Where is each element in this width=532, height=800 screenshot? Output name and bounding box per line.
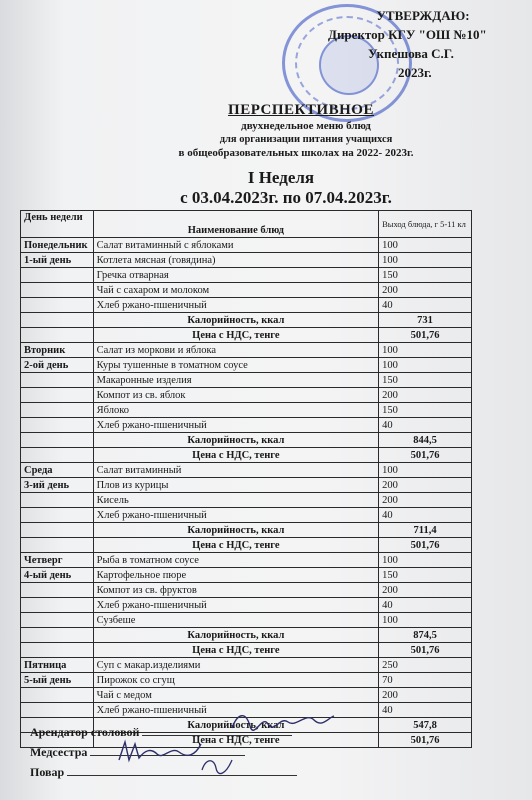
- approval-date: 2023г.: [398, 65, 432, 80]
- calorie-label: Калорийность, ккал: [93, 718, 378, 733]
- document-heading: [0, 102, 532, 160]
- calorie-row: [21, 313, 472, 328]
- dish-name: Плов из курицы: [93, 478, 378, 493]
- calorie-label: Калорийность, ккал: [93, 523, 378, 538]
- dish-name: Макаронные изделия: [93, 373, 378, 388]
- calorie-row: [21, 523, 472, 538]
- dish-name: Хлеб ржано-пшеничный: [93, 508, 378, 523]
- table-row: [21, 688, 472, 703]
- dish-amount: 70: [379, 673, 472, 688]
- dish-name: Куры тушенные в томатном соусе: [93, 358, 378, 373]
- dish-amount: 40: [379, 598, 472, 613]
- table-row: [21, 463, 472, 478]
- table-row: [21, 493, 472, 508]
- dish-name: Хлеб ржано-пшеничный: [93, 418, 378, 433]
- day-cell-empty: [21, 628, 94, 643]
- menu-table: [20, 210, 472, 748]
- day-cell-empty: [21, 493, 94, 508]
- dish-name: Котлета мясная (говядина): [93, 253, 378, 268]
- calorie-row: [21, 433, 472, 448]
- dish-amount: 100: [379, 253, 472, 268]
- day-cell-empty: [21, 688, 94, 703]
- table-row: [21, 598, 472, 613]
- dish-name: Суп с макар.изделиями: [93, 658, 378, 673]
- table-row: [21, 298, 472, 313]
- price-value: 501,76: [379, 448, 472, 463]
- heading-line-3: для организации питания учащихся: [219, 134, 393, 145]
- day-label: 1-ый день: [21, 253, 94, 268]
- price-row: [21, 328, 472, 343]
- handwritten-signature-2: [115, 736, 205, 768]
- dish-amount: 100: [379, 358, 472, 373]
- dish-name: Салат витаминный с яблоками: [93, 238, 378, 253]
- price-label: Цена с НДС, тенге: [93, 733, 378, 748]
- day-cell-empty: [21, 538, 94, 553]
- table-row: [21, 388, 472, 403]
- table-row: [21, 343, 472, 358]
- dish-name: Рыба в томатном соусе: [93, 553, 378, 568]
- handwritten-signature-3: [198, 752, 238, 778]
- dish-amount: 200: [379, 493, 472, 508]
- table-row: [21, 568, 472, 583]
- dish-amount: 200: [379, 283, 472, 298]
- approval-position: Директор КГУ "ОШ №10": [328, 27, 487, 42]
- table-row: [21, 238, 472, 253]
- heading-line-4: в общеобразовательных школах на 2022- 2023г.: [178, 147, 414, 159]
- table-row: [21, 268, 472, 283]
- day-cell-empty: [21, 613, 94, 628]
- dish-amount: 200: [379, 688, 472, 703]
- cook-label: Повар: [30, 765, 65, 779]
- price-label: Цена с НДС, тенге: [93, 538, 378, 553]
- calorie-value: 844,5: [379, 433, 472, 448]
- day-cell-empty: [21, 448, 94, 463]
- handwritten-signature-1: [228, 706, 338, 736]
- dish-amount: 200: [379, 583, 472, 598]
- dish-name: Хлеб ржано-пшеничный: [93, 598, 378, 613]
- menu-table-body: [21, 211, 472, 748]
- day-cell-empty: [21, 283, 94, 298]
- approval-block: [328, 6, 518, 82]
- dish-name: Яблоко: [93, 403, 378, 418]
- day-name: Четверг: [21, 553, 94, 568]
- dish-amount: 100: [379, 238, 472, 253]
- header-dish: Наименование блюд: [93, 211, 378, 238]
- table-row: [21, 358, 472, 373]
- dish-name: Салат из моркови и яблока: [93, 343, 378, 358]
- dish-amount: 100: [379, 343, 472, 358]
- dish-amount: 250: [379, 658, 472, 673]
- calorie-label: Калорийность, ккал: [93, 433, 378, 448]
- table-row: [21, 373, 472, 388]
- approval-title: УТВЕРЖДАЮ:: [376, 8, 470, 23]
- dish-name: Сузбеше: [93, 613, 378, 628]
- dish-amount: 150: [379, 403, 472, 418]
- table-row: [21, 283, 472, 298]
- day-cell-empty: [21, 703, 94, 718]
- price-value: 501,76: [379, 538, 472, 553]
- day-cell-empty: [21, 403, 94, 418]
- calorie-value: 547,8: [379, 718, 472, 733]
- day-label: 2-ой день: [21, 358, 94, 373]
- dish-name: Хлеб ржано-пшеничный: [93, 703, 378, 718]
- day-cell-empty: [21, 298, 94, 313]
- table-row: [21, 253, 472, 268]
- dish-name: Картофельное пюре: [93, 568, 378, 583]
- day-cell-empty: [21, 373, 94, 388]
- table-row: [21, 613, 472, 628]
- table-row: [21, 658, 472, 673]
- table-row: [21, 403, 472, 418]
- dish-name: Пирожок со сгущ: [93, 673, 378, 688]
- dish-amount: 150: [379, 373, 472, 388]
- table-row: [21, 418, 472, 433]
- day-cell-empty: [21, 643, 94, 658]
- table-row: [21, 508, 472, 523]
- day-cell-empty: [21, 583, 94, 598]
- day-cell-empty: [21, 268, 94, 283]
- dish-amount: 100: [379, 463, 472, 478]
- approval-name: Укпешова С.Г.: [368, 46, 454, 61]
- dish-amount: 150: [379, 568, 472, 583]
- day-label: 5-ый день: [21, 673, 94, 688]
- day-cell-empty: [21, 433, 94, 448]
- heading-title: ПЕРСПЕКТИВНОЕ: [228, 102, 374, 118]
- price-label: Цена с НДС, тенге: [93, 448, 378, 463]
- day-cell-empty: [21, 598, 94, 613]
- dish-amount: 40: [379, 703, 472, 718]
- dish-name: Чай с сахаром и молоком: [93, 283, 378, 298]
- header-amount: Выход блюда, г 5-11 кл: [379, 211, 472, 238]
- dish-name: Салат витаминный: [93, 463, 378, 478]
- nurse-label: Медсестра: [30, 745, 88, 759]
- tenant-label: Арендатор столовой: [30, 725, 140, 739]
- calorie-value: 731: [379, 313, 472, 328]
- dish-name: Хлеб ржано-пшеничный: [93, 298, 378, 313]
- table-row: [21, 478, 472, 493]
- price-value: 501,76: [379, 733, 472, 748]
- day-cell-empty: [21, 523, 94, 538]
- price-label: Цена с НДС, тенге: [93, 643, 378, 658]
- price-value: 501,76: [379, 328, 472, 343]
- day-cell-empty: [21, 388, 94, 403]
- dish-amount: 150: [379, 268, 472, 283]
- dish-amount: 40: [379, 508, 472, 523]
- table-header-row: [21, 211, 472, 238]
- calorie-value: 711,4: [379, 523, 472, 538]
- price-row: [21, 538, 472, 553]
- calorie-label: Калорийность, ккал: [93, 313, 378, 328]
- header-day: День недели: [21, 211, 94, 238]
- dish-amount: 40: [379, 298, 472, 313]
- day-name: Пятница: [21, 658, 94, 673]
- day-cell-empty: [21, 508, 94, 523]
- calorie-row: [21, 628, 472, 643]
- day-cell-empty: [21, 418, 94, 433]
- calorie-value: 874,5: [379, 628, 472, 643]
- dish-name: Кисель: [93, 493, 378, 508]
- dish-amount: 200: [379, 388, 472, 403]
- week-title: I Неделя: [247, 168, 315, 187]
- price-value: 501,76: [379, 643, 472, 658]
- price-row: [21, 448, 472, 463]
- dish-amount: 40: [379, 418, 472, 433]
- price-label: Цена с НДС, тенге: [93, 328, 378, 343]
- dish-name: Гречка отварная: [93, 268, 378, 283]
- dish-amount: 100: [379, 553, 472, 568]
- day-cell-empty: [21, 313, 94, 328]
- heading-line-2: двухнедельное меню блюд: [241, 120, 371, 132]
- day-label: 4-ый день: [21, 568, 94, 583]
- day-label: 3-ий день: [21, 478, 94, 493]
- day-name: Понедельник: [21, 238, 94, 253]
- week-range: с 03.04.2023г. по 07.04.2023г.: [180, 188, 392, 207]
- table-row: [21, 583, 472, 598]
- calorie-label: Калорийность, ккал: [93, 628, 378, 643]
- day-cell-empty: [21, 328, 94, 343]
- dish-name: Компот из св. фруктов: [93, 583, 378, 598]
- price-row: [21, 643, 472, 658]
- dish-name: Компот из св. яблок: [93, 388, 378, 403]
- dish-amount: 100: [379, 613, 472, 628]
- day-name: Вторник: [21, 343, 94, 358]
- dish-amount: 200: [379, 478, 472, 493]
- day-name: Среда: [21, 463, 94, 478]
- week-heading: [0, 168, 532, 208]
- table-row: [21, 673, 472, 688]
- table-row: [21, 553, 472, 568]
- dish-name: Чай с медом: [93, 688, 378, 703]
